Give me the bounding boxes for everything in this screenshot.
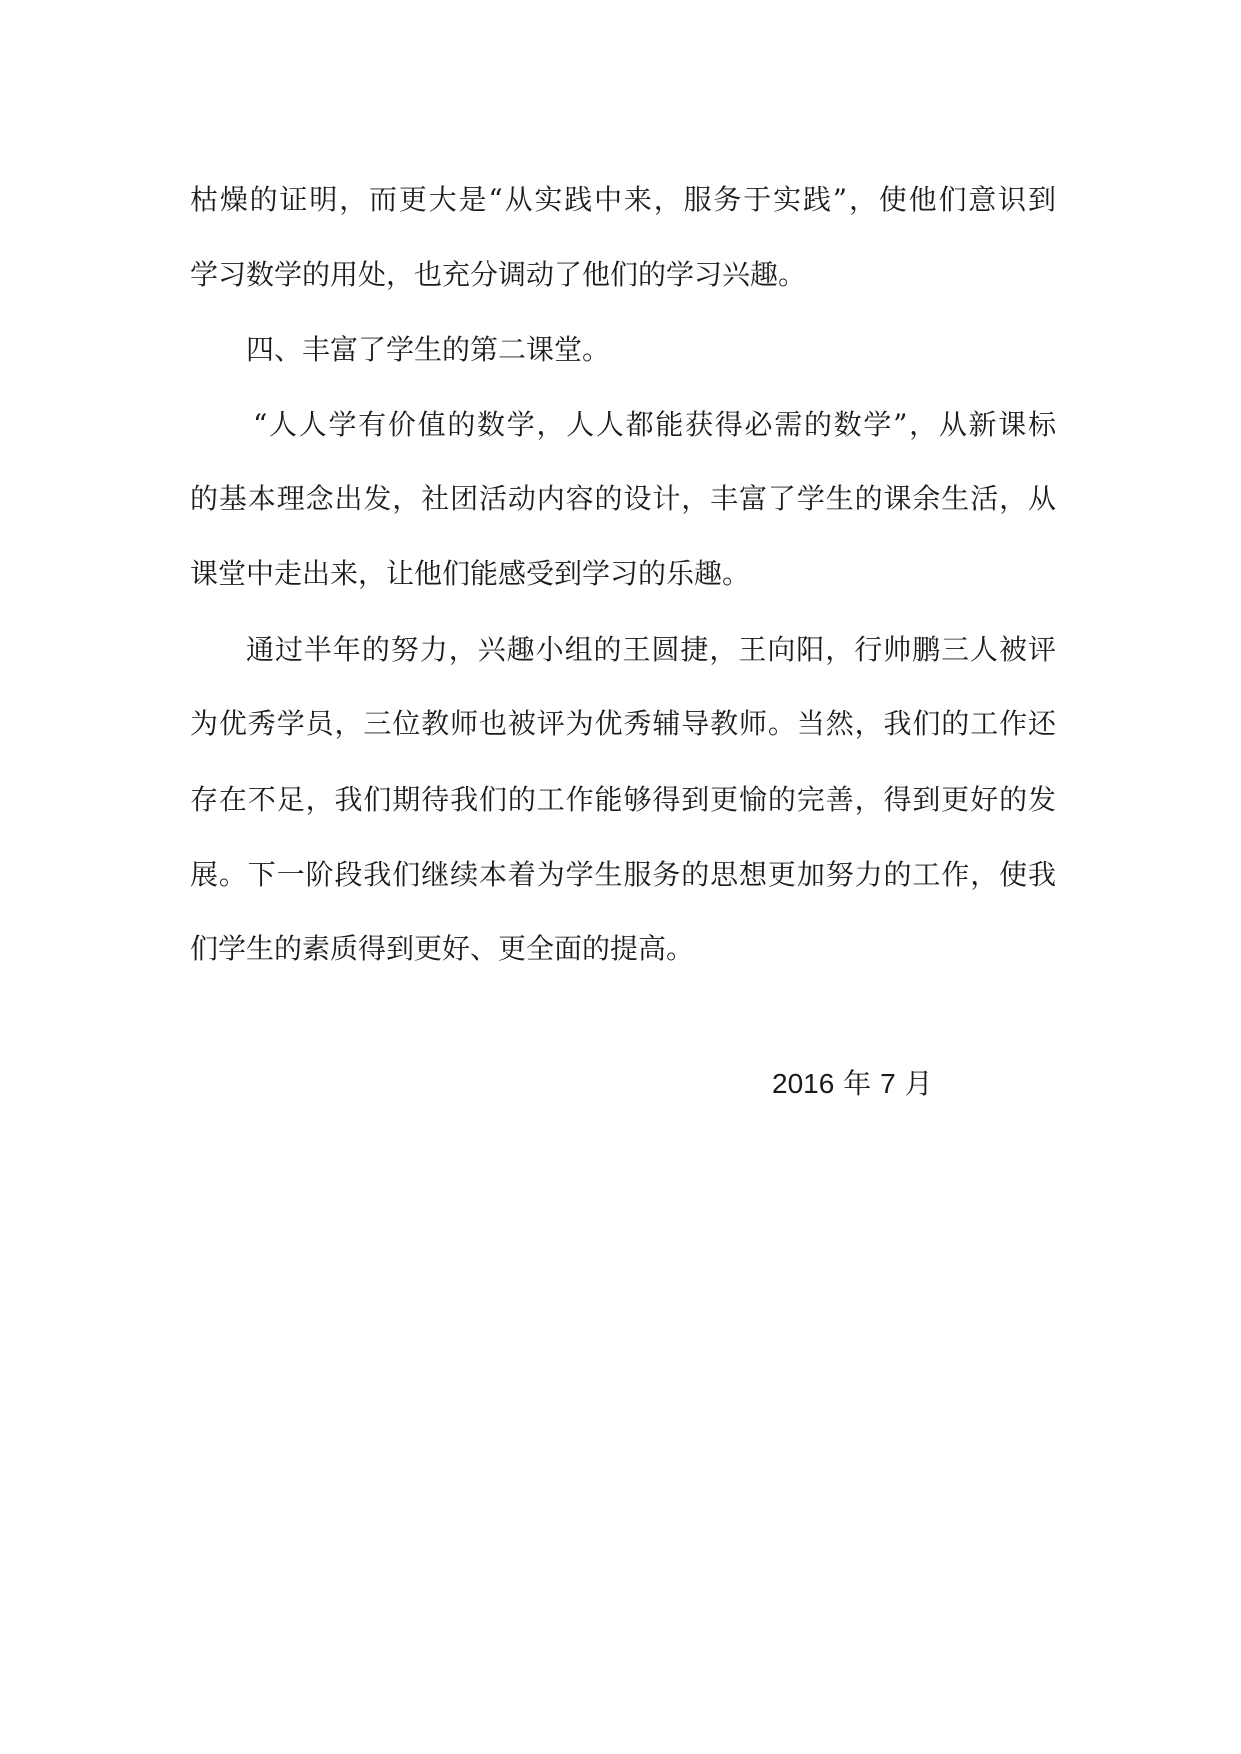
date-month-unit: 月: [895, 1067, 933, 1100]
date-year-unit: 年: [834, 1067, 881, 1100]
paragraph-line: 的基本理念出发，社团活动内容的设计，丰富了学生的课余生活，从: [190, 482, 1056, 515]
paragraph-line: 枯燥的证明，而更大是“从实践中来，服务于实践”，使他们意识到: [190, 183, 1056, 216]
paragraph-line: 为优秀学员，三位教师也被评为优秀辅导教师。当然，我们的工作还: [190, 707, 1056, 740]
section-heading: 四、丰富了学生的第二课堂。: [246, 333, 611, 366]
paragraph-line: 学习数学的用处，也充分调动了他们的学习兴趣。: [190, 258, 807, 291]
paragraph-line: 课堂中走出来，让他们能感受到学习的乐趣。: [190, 557, 751, 590]
paragraph-line: 们学生的素质得到更好、更全面的提高。: [190, 932, 695, 965]
paragraph-line: 展。下一阶段我们继续本着为学生服务的思想更加努力的工作，使我: [190, 858, 1056, 891]
document-date: [772, 1064, 933, 1104]
date-month: 7: [880, 1068, 896, 1099]
paragraph-line: “人人学有价值的数学，人人都能获得必需的数学”，从新课标: [253, 408, 1056, 441]
paragraph-line: 存在不足，我们期待我们的工作能够得到更愉的完善，得到更好的发: [190, 783, 1056, 816]
date-year: 2016: [772, 1068, 835, 1099]
paragraph-line: 通过半年的努力，兴趣小组的王圆捷，王向阳，行帅鹏三人被评: [246, 633, 1056, 666]
